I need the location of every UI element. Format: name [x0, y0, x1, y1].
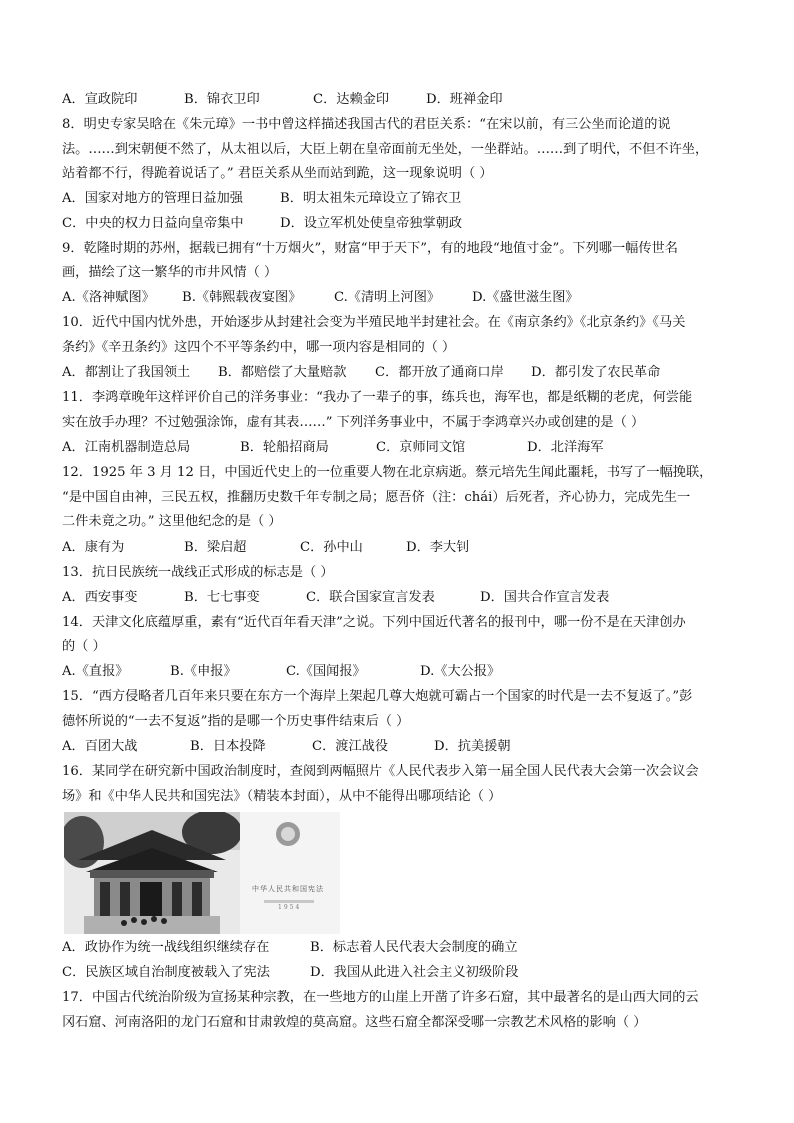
q14-option-b[interactable]: B.《申报》 — [170, 664, 237, 679]
q11-option-b[interactable]: B．轮船招商局 — [240, 440, 329, 455]
q8-option-d[interactable]: D．设立军机处使皇帝独掌朝政 — [280, 216, 463, 231]
q16-option-d[interactable]: D．我国从此进入社会主义初级阶段 — [310, 965, 519, 980]
q16-option-c[interactable]: C．民族区域自治制度被载入了宪法 — [62, 965, 270, 980]
q16-photos — [64, 812, 340, 934]
q13-option-a[interactable]: A．西安事变 — [62, 590, 138, 605]
q15-text-2: 德怀所说的“一去不复返”指的是哪一个历史事件结束后（ ） — [62, 714, 410, 729]
q7-options — [62, 90, 737, 110]
q8-options-row1 — [62, 189, 737, 209]
q14-option-c[interactable]: C.《国闻报》 — [286, 664, 366, 679]
q16-text-1: 16．某同学在研究新中国政治制度时，查阅到两幅照片《人民代表步入第一届全国人民代表大会第一次会议会 — [62, 764, 699, 779]
q14-text-1: 14．天津文化底蕴厚重，素有“近代百年看天津”之说。下列中国近代著名的报刊中，哪一份不是在天津创办 — [62, 615, 686, 630]
q12-option-c[interactable]: C．孙中山 — [300, 540, 363, 555]
q9-option-b[interactable]: B.《韩熙载夜宴图》 — [182, 290, 302, 305]
q15-option-d[interactable]: D．抗美援朝 — [434, 739, 511, 754]
q15-option-c[interactable]: C．渡江战役 — [312, 739, 389, 754]
q14-option-d[interactable]: D.《大公报》 — [420, 664, 501, 679]
q17-text-1: 17．中国古代统治阶级为宣扬某种宗教，在一些地方的山崖上开凿了许多石窟，其中最著名的是山西大同的云 — [62, 990, 699, 1005]
q11-text-2: 实在放手办理？不过勉强涂饰，虚有其表……” 下列洋务事业中，不属于李鸿章兴办或创建的是（ ） — [62, 415, 645, 430]
q9-option-a[interactable]: A.《洛神赋图》 — [62, 290, 155, 305]
q7-option-c[interactable]: C．达赖金印 — [313, 92, 390, 107]
q7-option-d[interactable]: D．班禅金印 — [426, 92, 503, 107]
npc-building-photo — [64, 812, 340, 934]
q8-text-2: 法。……到宋朝便不然了，从太祖以后，大臣上朝在皇帝面前无坐处，一坐群站。……到了明代，不但不许坐， — [62, 142, 709, 157]
q7-option-b[interactable]: B．锦衣卫印 — [184, 92, 260, 107]
q16-text-2: 场》和《中华人民共和国宪法》（精装本封面），从中不能得出哪项结论（ ） — [62, 789, 502, 804]
q8-text-3: 站着都不行，得跪着说话了。” 君臣关系从坐而站到跪，这一现象说明（ ） — [62, 166, 493, 181]
q10-option-a[interactable]: A．都割让了我国领土 — [62, 365, 191, 380]
q8-option-a[interactable]: A．国家对地方的管理日益加强 — [62, 191, 243, 206]
q14-options — [62, 662, 737, 682]
q16-option-a[interactable]: A．政协作为统一战线组织继续存在 — [62, 940, 270, 955]
q16-options-row1 — [62, 938, 737, 958]
q11-option-c[interactable]: C．京师同文馆 — [376, 440, 466, 455]
q12-text-3: 二件未竟之功。” 这里他纪念的是（ ） — [62, 514, 282, 529]
q13-options — [62, 588, 737, 608]
q11-option-d[interactable]: D．北洋海军 — [527, 440, 604, 455]
q8-text-1: 8．明史专家吴晗在《朱元璋》一书中曾这样描述我国古代的君臣关系：“在宋以前，有三公坐而论道的说 — [62, 117, 671, 132]
q15-option-b[interactable]: B．日本投降 — [190, 739, 266, 754]
q15-options — [62, 737, 737, 757]
q9-text-1: 9．乾隆时期的苏州，据载已拥有“十万烟火”，财富“甲于天下”，有的地段“地值寸金”。下列哪一幅传世名 — [62, 241, 678, 256]
q8-options-row2 — [62, 214, 737, 234]
q14-option-a[interactable]: A.《直报》 — [62, 664, 129, 679]
constitution-year: 1954 — [278, 904, 302, 911]
q10-option-c[interactable]: C．都开放了通商口岸 — [375, 365, 504, 380]
q10-text-1: 10．近代中国内忧外患，开始逐步从封建社会变为半殖民地半封建社会。在《南京条约》《北京条约》《马关 — [62, 315, 686, 330]
q17-text-2: 冈石窟、河南洛阳的龙门石窟和甘肃敦煌的莫高窟。这些石窟全都深受哪一宗教艺术风格的影响（ ） — [62, 1015, 647, 1030]
constitution-title: 中华人民共和国宪法 — [252, 885, 324, 893]
q11-options — [62, 438, 737, 458]
q16-options-row2 — [62, 963, 737, 983]
q9-option-c[interactable]: C.《清明上河图》 — [334, 290, 441, 305]
q13-text: 13．抗日民族统一战线正式形成的标志是（ ） — [62, 565, 334, 580]
q11-text-1: 11．李鸿章晚年这样评价自己的洋务事业：“我办了一辈子的事，练兵也，海军也，都是纸糊的老虎，何尝能 — [62, 390, 693, 405]
q10-options — [62, 363, 737, 383]
q8-option-b[interactable]: B．明太祖朱元璋设立了锦衣卫 — [280, 191, 462, 206]
q12-text-1: 12．1925 年 3 月 12 日，中国近代史上的一位重要人物在北京病逝。蔡元培先生闻此噩耗，书写了一幅挽联， — [62, 465, 713, 480]
q11-option-a[interactable]: A．江南机器制造总局 — [62, 440, 191, 455]
q12-text-2: “是中国自由神，三民五权，推翻历史数千年专制之局；愿吾侪（注：chái）后死者，齐心协力，完成先生一 — [62, 490, 691, 505]
q12-options — [62, 538, 737, 558]
q12-option-b[interactable]: B．梁启超 — [184, 540, 247, 555]
q13-option-d[interactable]: D．国共合作宣言发表 — [480, 590, 610, 605]
q9-text-2: 画，描绘了这一繁华的市井风情（ ） — [62, 265, 278, 280]
q12-option-a[interactable]: A．康有为 — [62, 540, 125, 555]
q7-option-a[interactable]: A．宣政院印 — [62, 92, 138, 107]
q13-option-b[interactable]: B．七七事变 — [184, 590, 260, 605]
q10-option-b[interactable]: B．都赔偿了大量赔款 — [218, 365, 347, 380]
q9-option-d[interactable]: D.《盛世滋生图》 — [472, 290, 579, 305]
q8-option-c[interactable]: C．中央的权力日益向皇帝集中 — [62, 216, 244, 231]
q16-option-b[interactable]: B．标志着人民代表大会制度的确立 — [310, 940, 518, 955]
q10-option-d[interactable]: D．都引发了农民革命 — [531, 365, 661, 380]
q12-option-d[interactable]: D．李大钊 — [406, 540, 470, 555]
q10-text-2: 条约》《辛丑条约》这四个不平等条约中，哪一项内容是相同的（ ） — [62, 340, 456, 355]
q15-text-1: 15．“西方侵略者几百年来只要在东方一个海岸上架起几尊大炮就可霸占一个国家的时代是一去不复返了。”彭 — [62, 689, 693, 704]
q13-option-c[interactable]: C．联合国家宣言发表 — [306, 590, 435, 605]
q15-option-a[interactable]: A．百团大战 — [62, 739, 138, 754]
q9-options — [62, 288, 737, 308]
q14-text-2: 的（ ） — [62, 639, 106, 654]
